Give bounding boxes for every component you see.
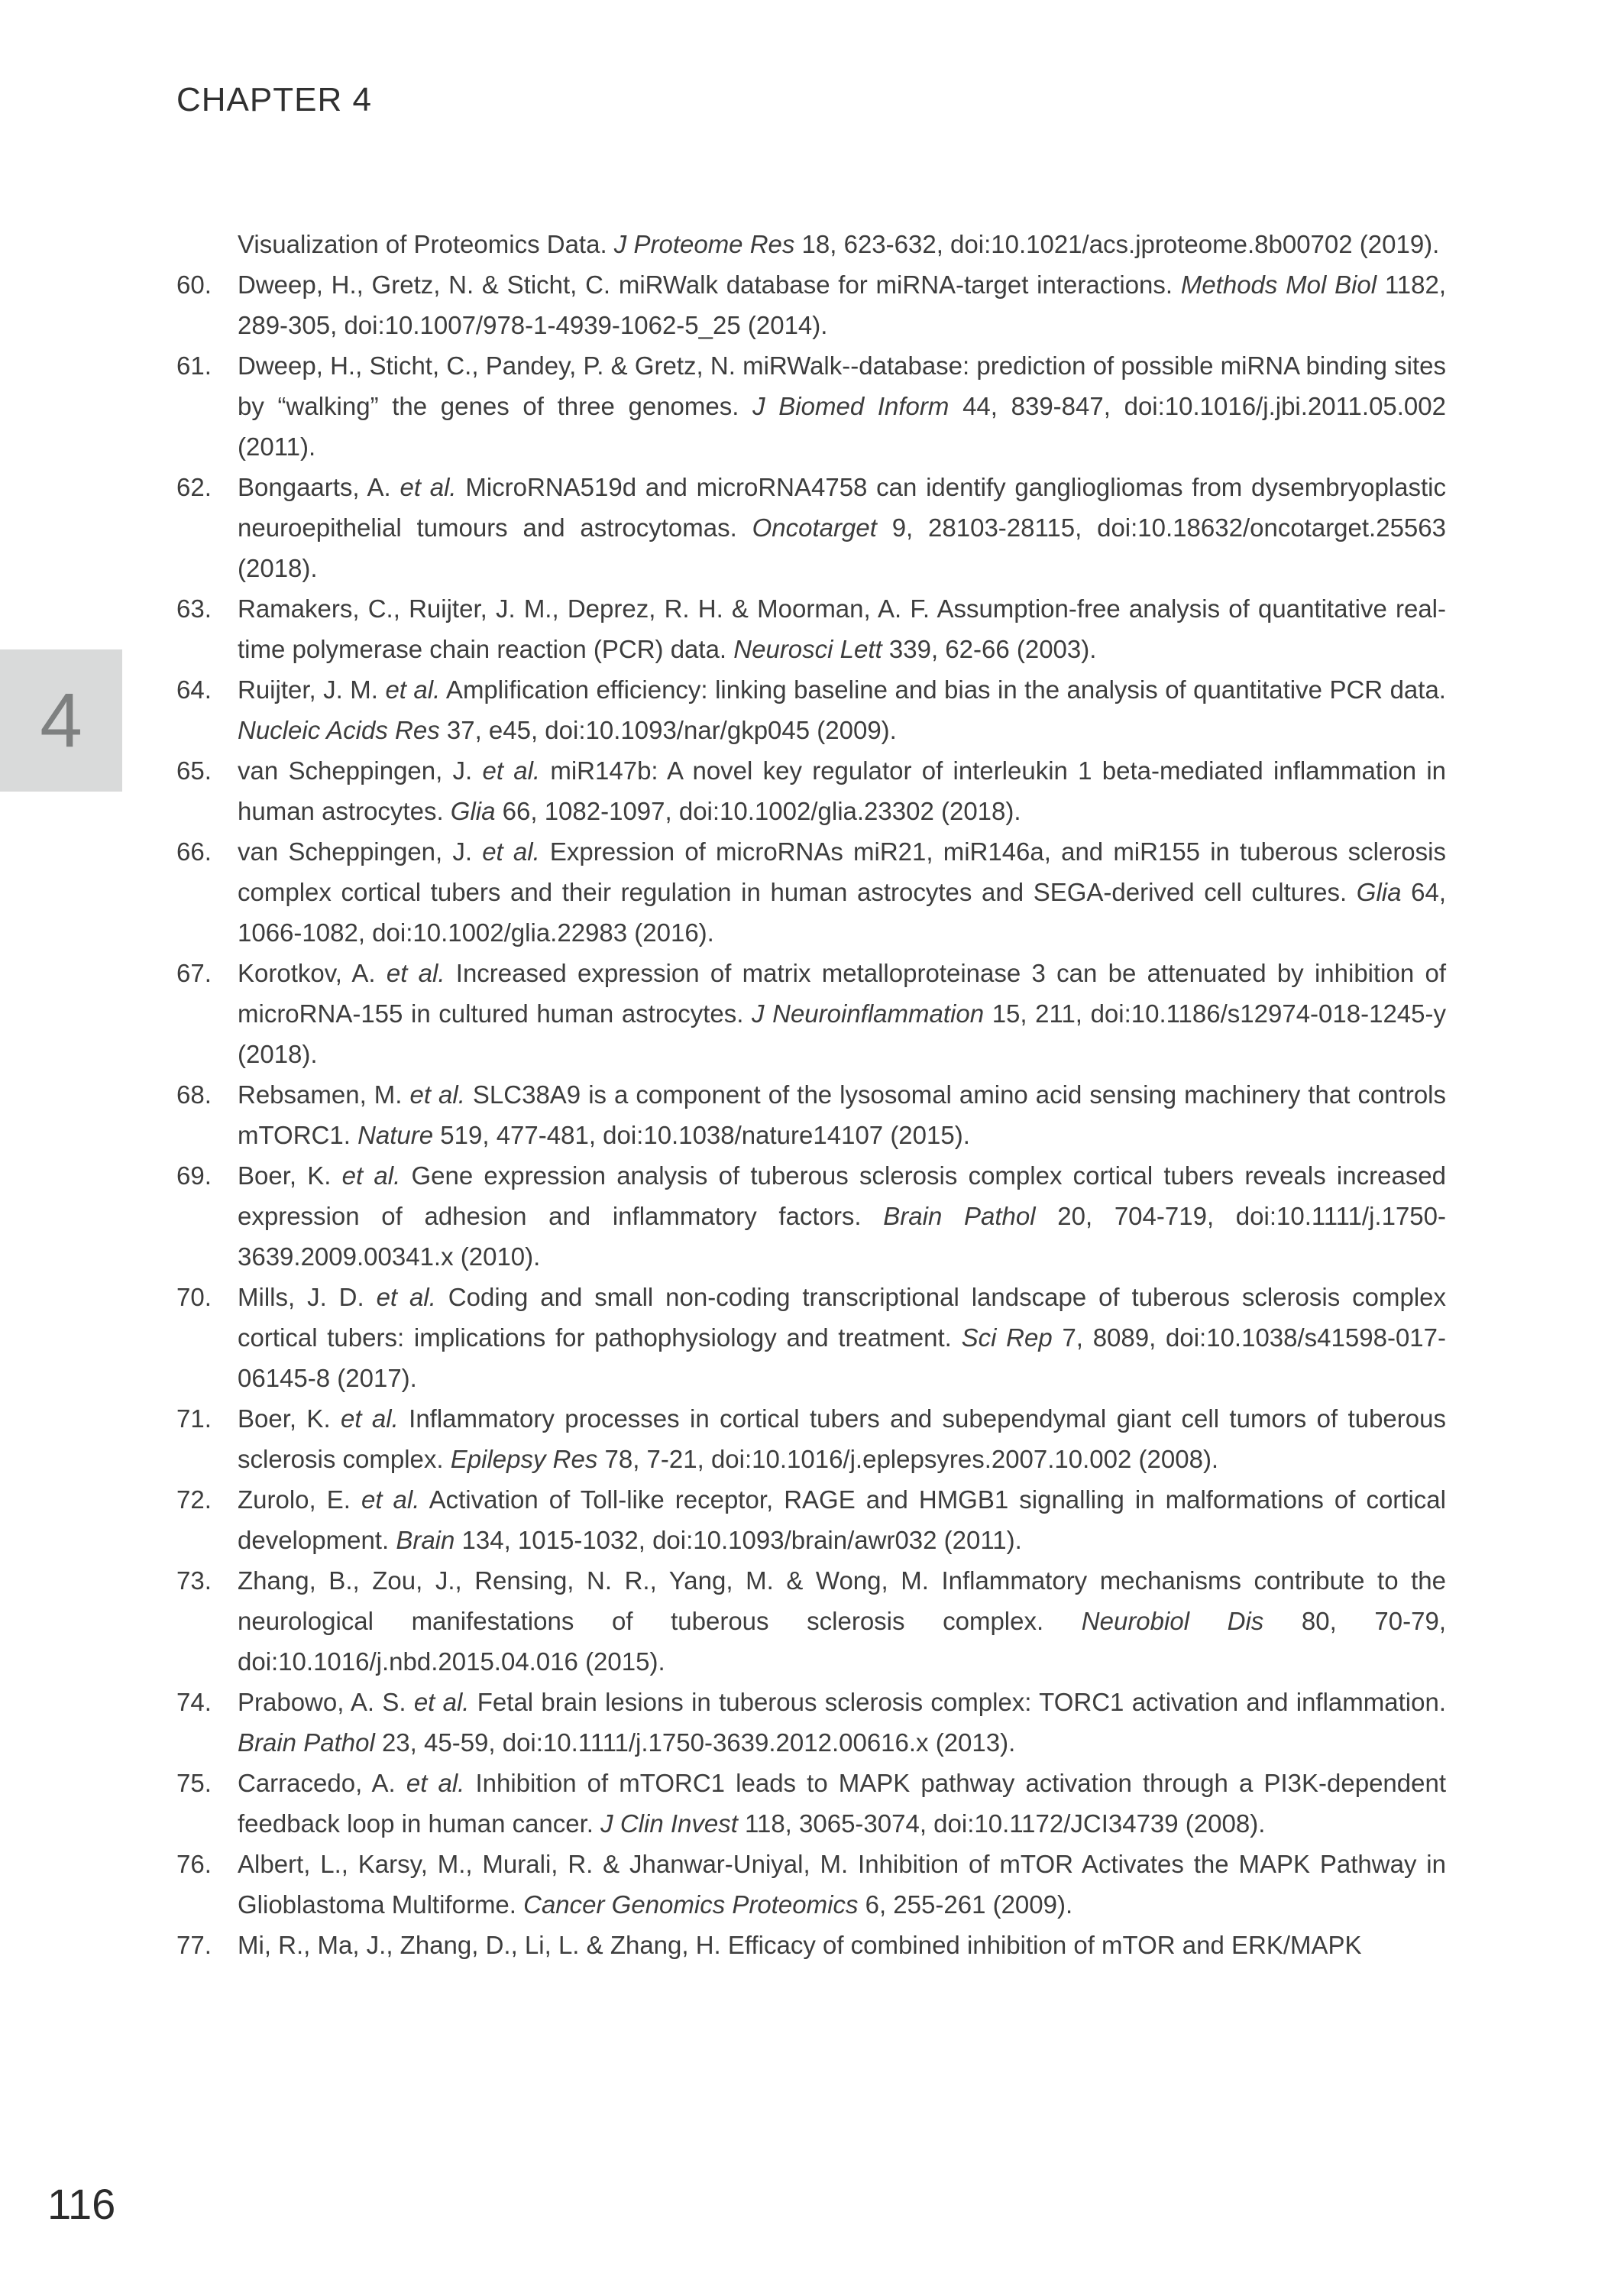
reference-text — [238, 467, 1446, 588]
reference-text-segment: Activation of Toll-like receptor, RAGE and HMGB1 signalling in malformations of cortical development. — [238, 1485, 1446, 1554]
reference-text-segment: miR147b: A novel key regulator of interleukin 1 beta-mediated inflammation in human astrocytes. — [238, 756, 1447, 825]
reference-text — [238, 1844, 1446, 1925]
reference-text-segment: Boer, K. — [238, 1161, 342, 1190]
reference-text — [238, 1277, 1446, 1398]
reference-text-segment: Zhang, B., Zou, J., Rensing, N. R., Yang, M. & Wong, M. Inflammatory mechanisms contribute to the neurological manifestations of tuberous sclerosis complex. — [238, 1566, 1446, 1635]
page-number: 116 — [47, 2180, 116, 2228]
reference-number: 66. — [176, 837, 212, 866]
reference-text — [238, 831, 1446, 953]
reference-italic-segment: Sci Rep — [961, 1323, 1053, 1352]
reference-text-segment: Fetal brain lesions in tuberous sclerosis complex: TORC1 activation and inflammation. — [469, 1688, 1446, 1716]
reference-text — [238, 588, 1446, 669]
reference-number: 69. — [176, 1161, 212, 1190]
chapter-tab — [0, 649, 122, 792]
reference-italic-segment: et al. — [400, 473, 457, 501]
reference-item — [176, 1844, 1446, 1925]
reference-italic-segment: et al. — [406, 1769, 465, 1797]
reference-italic-segment: Cancer Genomics Proteomics — [523, 1890, 859, 1919]
reference-number: 76. — [176, 1850, 212, 1878]
reference-item — [176, 467, 1446, 588]
reference-italic-segment: Brain Pathol — [238, 1728, 375, 1757]
reference-italic-segment: J Biomed Inform — [752, 392, 949, 420]
reference-text-segment: 80, 70-79, doi:10.1016/j.nbd.2015.04.016 (2015). — [238, 1607, 1446, 1676]
reference-text-segment: Dweep, H., Sticht, C., Pandey, P. & Gretz, N. miRWalk--database: prediction of possible miRNA binding sites by “walking” the genes of three genomes. — [238, 351, 1446, 420]
reference-text-segment: Mi, R., Ma, J., Zhang, D., Li, L. & Zhang, H. Efficacy of combined inhibition of mTOR and ERK/MAPK — [238, 1931, 1362, 1959]
reference-text-segment: 7, 8089, doi:10.1038/s41598-017-06145-8 (2017). — [238, 1323, 1446, 1392]
reference-text-segment: Prabowo, A. S. — [238, 1688, 414, 1716]
reference-text-segment: Coding and small non-coding transcriptional landscape of tuberous sclerosis complex cortical tubers: implications for pathophysiology and treatment. — [238, 1283, 1447, 1352]
reference-italic-segment: Glia — [450, 797, 496, 825]
reference-text — [238, 345, 1446, 467]
reference-text-segment: Gene expression analysis of tuberous sclerosis complex cortical tubers reveals increased expression of adhesion and inflammatory factors. — [238, 1161, 1446, 1230]
reference-text-segment: Korotkov, A. — [238, 959, 387, 987]
reference-number: 62. — [176, 473, 212, 501]
reference-text-segment: Ramakers, C., Ruijter, J. M., Deprez, R. H. & Moorman, A. F. Assumption-free analysis of quantitative real-time polymerase chain reaction (PCR) data. — [238, 594, 1446, 663]
chapter-tab-number: 4 — [40, 678, 82, 763]
reference-item — [176, 831, 1446, 953]
reference-text — [238, 1479, 1446, 1560]
reference-italic-segment: et al. — [361, 1485, 420, 1514]
reference-text-segment: 519, 477-481, doi:10.1038/nature14107 (2015). — [433, 1121, 970, 1149]
reference-text-segment: 1182, 289-305, doi:10.1007/978-1-4939-1062-5_25 (2014). — [238, 270, 1446, 339]
reference-text-segment: 37, e45, doi:10.1093/nar/gkp045 (2009). — [439, 716, 897, 744]
reference-italic-segment: Nucleic Acids Res — [238, 716, 440, 744]
reference-italic-segment: et al. — [376, 1283, 436, 1311]
reference-italic-segment: et al. — [385, 675, 441, 704]
reference-number: 77. — [176, 1931, 212, 1959]
reference-item — [176, 1074, 1446, 1155]
reference-text-segment: Mills, J. D. — [238, 1283, 377, 1311]
reference-text — [238, 1074, 1446, 1155]
reference-text-segment: van Scheppingen, J. — [238, 837, 483, 866]
reference-text-segment: 6, 255-261 (2009). — [858, 1890, 1073, 1919]
reference-italic-segment: et al. — [341, 1161, 401, 1190]
reference-text-segment: 78, 7-21, doi:10.1016/j.eplepsyres.2007.10.002 (2008). — [597, 1445, 1219, 1473]
reference-item — [176, 1155, 1446, 1277]
reference-italic-segment: Neurosci Lett — [733, 635, 882, 663]
reference-text — [238, 750, 1446, 831]
chapter-header: CHAPTER 4 — [176, 81, 372, 118]
reference-item — [176, 345, 1446, 467]
reference-item — [176, 264, 1446, 345]
reference-italic-segment: J Clin Invest — [600, 1809, 738, 1838]
reference-italic-segment: J Proteome Res — [613, 230, 795, 258]
reference-text — [238, 1560, 1446, 1682]
reference-text-segment: 339, 62-66 (2003). — [882, 635, 1097, 663]
reference-item — [176, 1925, 1446, 1965]
reference-italic-segment: et al. — [482, 756, 541, 785]
reference-text — [238, 224, 1446, 264]
reference-italic-segment: Brain — [396, 1526, 455, 1554]
reference-number: 73. — [176, 1566, 212, 1595]
reference-number: 60. — [176, 270, 212, 299]
reference-item — [176, 1763, 1446, 1844]
reference-italic-segment: Brain Pathol — [883, 1202, 1036, 1230]
reference-text-segment: 66, 1082-1097, doi:10.1002/glia.23302 (2018). — [495, 797, 1021, 825]
reference-number: 68. — [176, 1080, 212, 1109]
reference-number: 72. — [176, 1485, 212, 1514]
reference-number: 71. — [176, 1404, 212, 1433]
reference-italic-segment: et al. — [341, 1404, 399, 1433]
reference-number: 65. — [176, 756, 212, 785]
reference-text — [238, 264, 1446, 345]
reference-text-segment: 23, 45-59, doi:10.1111/j.1750-3639.2012.00616.x (2013). — [374, 1728, 1016, 1757]
reference-italic-segment: et al. — [386, 959, 445, 987]
reference-text-segment: Zurolo, E. — [238, 1485, 361, 1514]
reference-number: 74. — [176, 1688, 212, 1716]
reference-italic-segment: J Neuroinflammation — [752, 999, 985, 1028]
reference-text-segment: Boer, K. — [238, 1404, 341, 1433]
reference-text-segment: Dweep, H., Gretz, N. & Sticht, C. miRWalk database for miRNA-target interactions. — [238, 270, 1181, 299]
reference-text-segment: 9, 28103-28115, doi:10.18632/oncotarget.25563 (2018). — [238, 513, 1446, 582]
reference-number — [176, 224, 238, 264]
reference-italic-segment: Nature — [357, 1121, 434, 1149]
reference-text-segment: MicroRNA519d and microRNA4758 can identify gangliogliomas from dysembryoplastic neuroepithelial tumours and astrocytomas. — [238, 473, 1446, 542]
reference-item — [176, 953, 1446, 1074]
reference-text — [238, 1398, 1446, 1479]
reference-italic-segment: et al. — [409, 1080, 465, 1109]
reference-italic-segment: Epilepsy Res — [450, 1445, 598, 1473]
reference-italic-segment: Neurobiol Dis — [1081, 1607, 1264, 1635]
reference-text — [238, 953, 1446, 1074]
reference-italic-segment: Methods Mol Biol — [1180, 270, 1377, 299]
reference-text-segment: Rebsamen, M. — [238, 1080, 410, 1109]
reference-text-segment: 64, 1066-1082, doi:10.1002/glia.22983 (2016). — [238, 878, 1446, 947]
reference-text-segment: 134, 1015-1032, doi:10.1093/brain/awr032 (2011). — [455, 1526, 1022, 1554]
reference-text-segment: Inhibition of mTORC1 leads to MAPK pathway activation through a PI3K-dependent feedback loop in human cancer. — [238, 1769, 1447, 1838]
reference-item — [176, 1479, 1446, 1560]
reference-item — [176, 1682, 1446, 1763]
reference-text-segment: 18, 623-632, doi:10.1021/acs.jproteome.8b00702 (2019). — [794, 230, 1440, 258]
reference-text-segment: Inflammatory processes in cortical tubers and subependymal giant cell tumors of tuberous sclerosis complex. — [238, 1404, 1446, 1473]
reference-item — [176, 1560, 1446, 1682]
reference-list — [176, 224, 1446, 1965]
reference-italic-segment: Oncotarget — [752, 513, 877, 542]
reference-text-segment: Increased expression of matrix metalloproteinase 3 can be attenuated by inhibition of microRNA-155 in cultured human astrocytes. — [238, 959, 1446, 1028]
reference-text-segment: Expression of microRNAs miR21, miR146a, and miR155 in tuberous sclerosis complex cortical tubers and their regulation in human astrocytes and SEGA-derived cell cultures. — [238, 837, 1446, 906]
reference-text-segment: van Scheppingen, J. — [238, 756, 483, 785]
reference-item — [176, 588, 1446, 669]
reference-text-segment: 44, 839-847, doi:10.1016/j.jbi.2011.05.002 (2011). — [238, 392, 1446, 461]
reference-number: 75. — [176, 1769, 212, 1797]
reference-text — [238, 669, 1446, 750]
reference-text-segment: 15, 211, doi:10.1186/s12974-018-1245-y (2018). — [238, 999, 1446, 1068]
reference-text-segment: Carracedo, A. — [238, 1769, 406, 1797]
reference-item — [176, 750, 1446, 831]
reference-number: 64. — [176, 675, 212, 704]
reference-number: 67. — [176, 959, 212, 987]
reference-text-segment: 118, 3065-3074, doi:10.1172/JCI34739 (2008). — [737, 1809, 1266, 1838]
reference-text — [238, 1763, 1446, 1844]
reference-number: 61. — [176, 351, 212, 380]
reference-italic-segment: et al. — [482, 837, 540, 866]
reference-text — [238, 1682, 1446, 1763]
reference-text-segment: Bongaarts, A. — [238, 473, 400, 501]
reference-item — [176, 1398, 1446, 1479]
reference-number: 63. — [176, 594, 212, 623]
reference-text-segment: Ruijter, J. M. — [238, 675, 386, 704]
reference-text-segment: SLC38A9 is a component of the lysosomal amino acid sensing machinery that controls mTORC1. — [238, 1080, 1447, 1149]
reference-item-continuation — [176, 224, 1446, 264]
reference-item — [176, 669, 1446, 750]
reference-text-segment: Albert, L., Karsy, M., Murali, R. & Jhanwar-Uniyal, M. Inhibition of mTOR Activates the MAPK Pathway in Glioblastoma Multiforme. — [238, 1850, 1446, 1919]
reference-item — [176, 1277, 1446, 1398]
reference-text-segment: Amplification efficiency: linking baseline and bias in the analysis of quantitative PCR data. — [440, 675, 1446, 704]
reference-italic-segment: et al. — [413, 1688, 470, 1716]
reference-text — [238, 1155, 1446, 1277]
reference-text-segment: Visualization of Proteomics Data. — [238, 230, 614, 258]
reference-text-segment: 20, 704-719, doi:10.1111/j.1750-3639.2009.00341.x (2010). — [238, 1202, 1447, 1271]
reference-text — [238, 1925, 1446, 1965]
reference-number: 70. — [176, 1283, 212, 1311]
reference-italic-segment: Glia — [1356, 878, 1402, 906]
